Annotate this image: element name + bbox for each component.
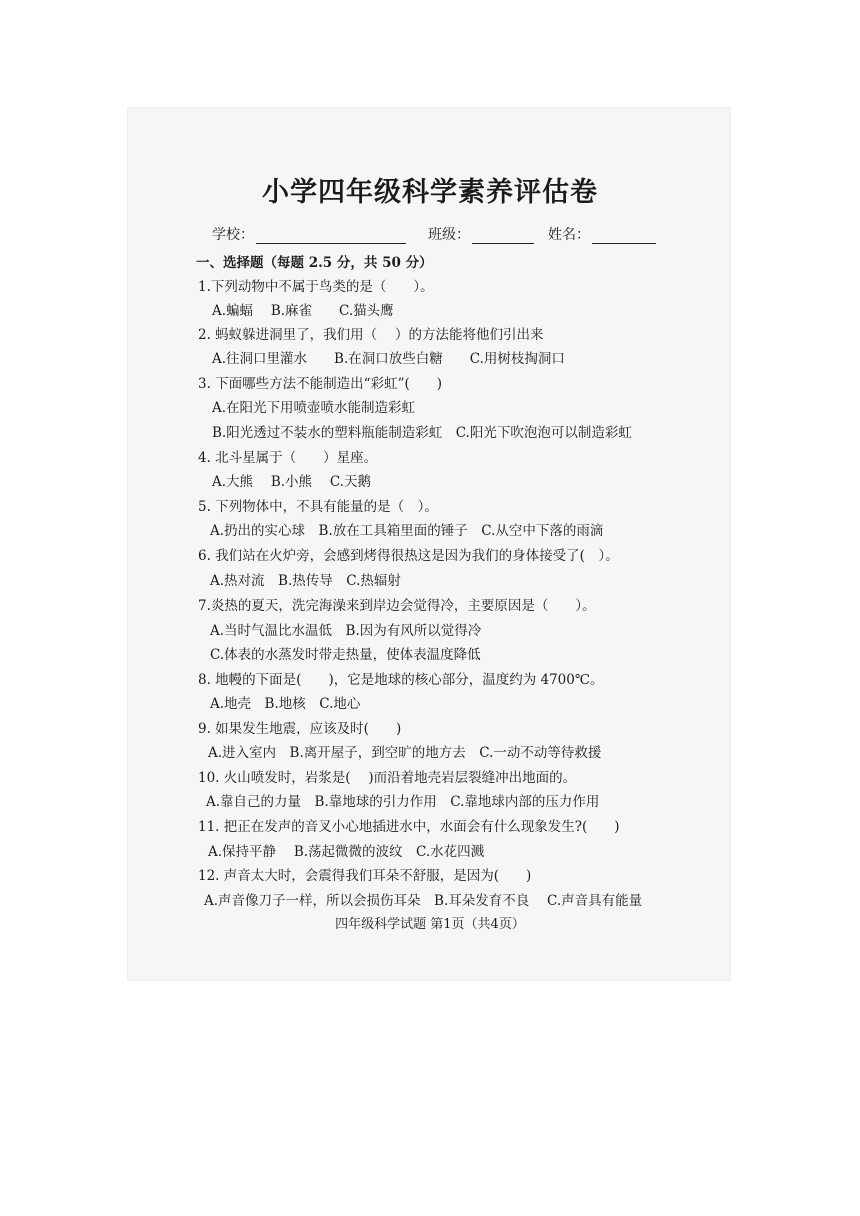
school-field[interactable] <box>256 231 406 244</box>
question-3-option-line-2: B.阳光透过不装水的塑料瓶能制造彩虹 C.阳光下吹泡泡可以制造彩虹 <box>212 425 632 441</box>
class-label: 班级： <box>428 227 470 243</box>
question-9: 9. 如果发生地震，应该及时( ) <box>198 721 402 737</box>
question-12-options: A.声音像刀子一样，所以会损伤耳朵 B.耳朵发育不良 C.声音具有能量 <box>204 893 643 909</box>
question-2: 2. 蚂蚁躲进洞里了，我们用（ ）的方法能将他们引出来 <box>198 327 544 343</box>
class-field[interactable] <box>472 231 534 244</box>
question-8: 8. 地幔的下面是( )，它是地球的核心部分，温度约为 4700℃。 <box>198 672 604 688</box>
question-7-option-line-2: C.体表的水蒸发时带走热量，使体表温度降低 <box>210 647 481 663</box>
question-9-options: A.进入室内 B.离开屋子，到空旷的地方去 C.一动不动等待救援 <box>208 745 602 761</box>
question-6-options: A.热对流 B.热传导 C.热辐射 <box>210 573 401 589</box>
question-10: 10. 火山喷发时，岩浆是( )而沿着地壳岩层裂缝冲出地面的。 <box>198 770 577 786</box>
page-footer: 四年级科学试题 第1页（共4页） <box>335 917 525 932</box>
question-3-option-line-1: A.在阳光下用喷壶喷水能制造彩虹 <box>212 400 416 416</box>
question-8-options: A.地壳 B.地核 C.地心 <box>210 696 361 712</box>
question-5-options: A.扔出的实心球 B.放在工具箱里面的锤子 C.从空中下落的雨滴 <box>210 523 604 539</box>
student-info-row <box>212 224 656 244</box>
exam-title: 小学四年级科学素养评估卷 <box>262 177 598 208</box>
section-heading: 一、选择题（每题 2.5 分，共 50 分） <box>196 255 433 271</box>
question-7: 7.炎热的夏天，洗完海澡来到岸边会觉得冷，主要原因是（ ）。 <box>198 598 596 614</box>
question-1: 1.下列动物中不属于鸟类的是（ ）。 <box>198 279 434 295</box>
question-4: 4. 北斗星属于（ ）星座。 <box>198 450 378 466</box>
name-label: 姓名： <box>548 227 590 243</box>
school-label: 学校： <box>212 227 254 243</box>
question-12: 12. 声音太大时，会震得我们耳朵不舒服，是因为( ) <box>198 868 532 884</box>
question-1-options: A.蝙蝠 B.麻雀 C.猫头鹰 <box>212 303 394 319</box>
question-4-options: A.大熊 B.小熊 C.天鹅 <box>212 474 371 490</box>
question-7-option-line-1: A.当时气温比水温低 B.因为有风所以觉得冷 <box>210 623 482 639</box>
question-11: 11. 把正在发声的音叉小心地插进水中，水面会有什么现象发生?( ) <box>198 819 620 835</box>
question-6: 6. 我们站在火炉旁，会感到烤得很热这是因为我们的身体接受了( ）。 <box>198 548 619 564</box>
name-field[interactable] <box>592 231 656 244</box>
question-2-options: A.往洞口里灌水 B.在洞口放些白糖 C.用树枝掏洞口 <box>212 351 565 367</box>
question-11-options: A.保持平静 B.荡起微微的波纹 C.水花四溅 <box>208 844 485 860</box>
question-5: 5. 下列物体中，不具有能量的是（ ）。 <box>198 499 438 515</box>
question-3: 3. 下面哪些方法不能制造出“彩虹”( ) <box>198 376 443 392</box>
question-10-options: A.靠自己的力量 B.靠地球的引力作用 C.靠地球内部的压力作用 <box>206 794 600 810</box>
